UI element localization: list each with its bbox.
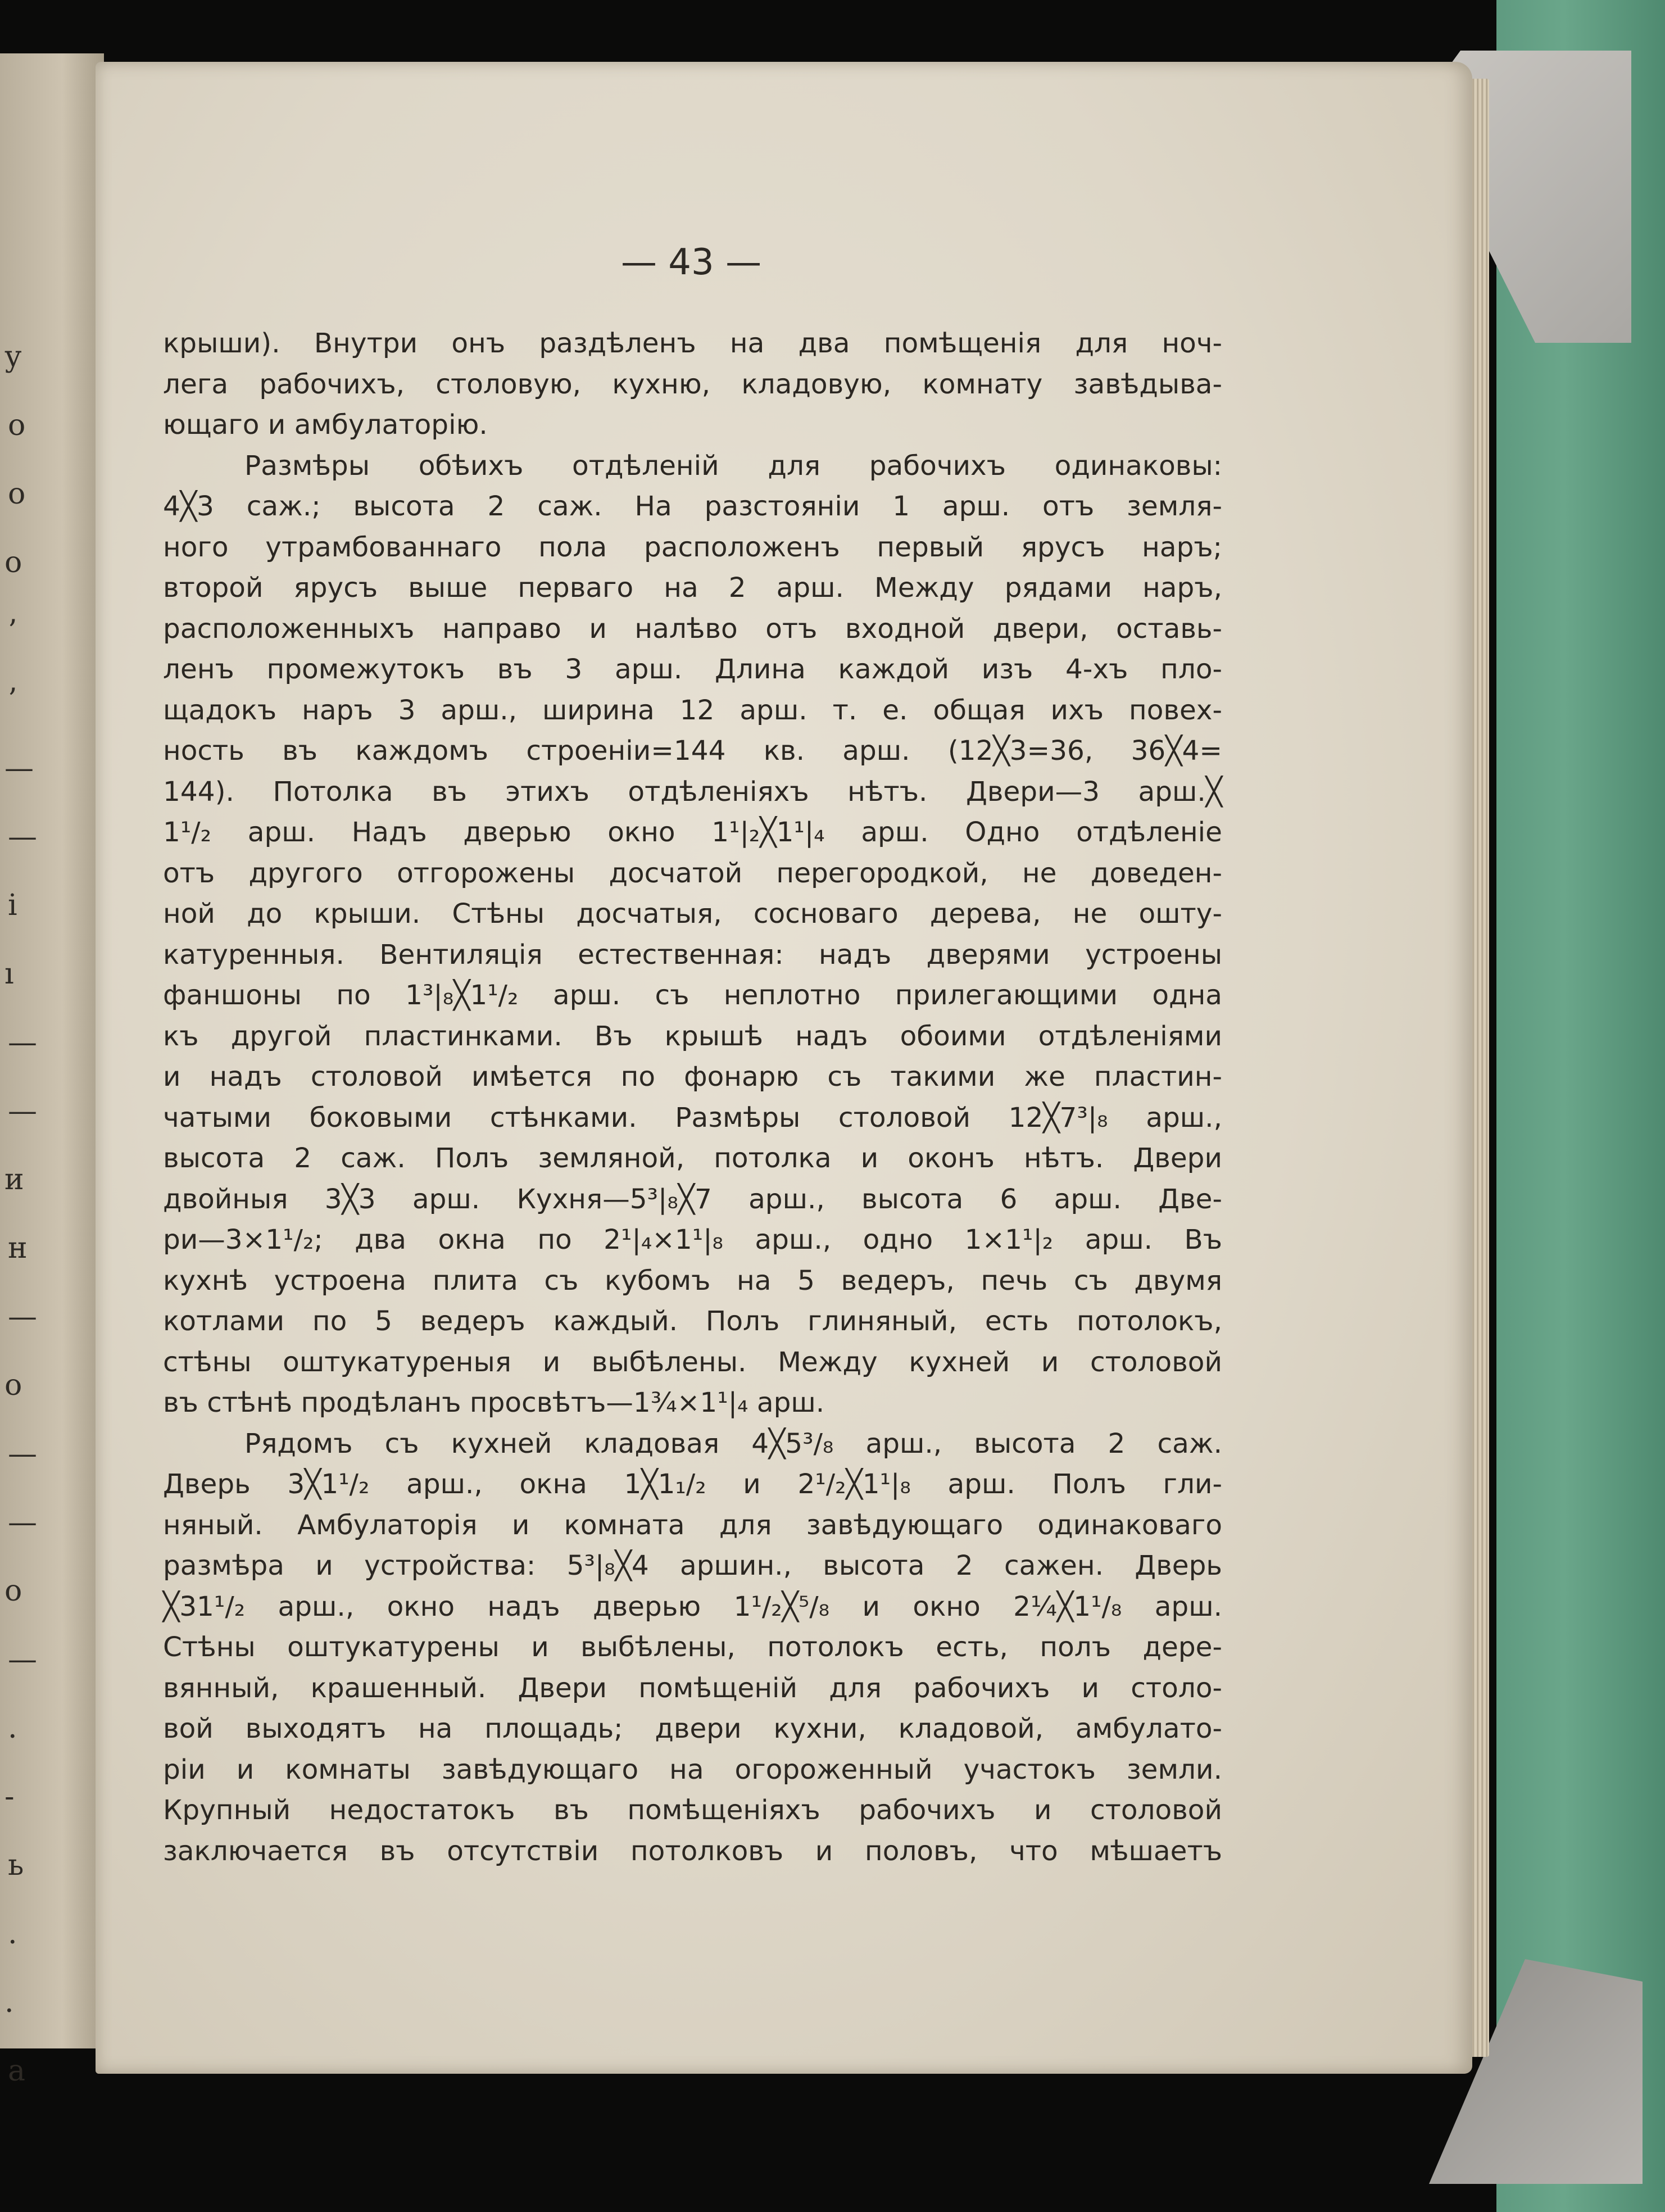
left-page-margin-char: и [4,1163,24,1196]
text-line: Дверь 3╳1¹/₂ арш., окна 1╳1₁/₂ и 2¹/₂╳1¹|₈ арш. Полъ гли- [163,1468,1222,1500]
left-page-margin-char: . [8,1711,17,1745]
left-page-margin-char: ь [8,1848,24,1882]
left-page-margin-char: ’ [8,683,17,717]
text-line: двойныя 3╳3 арш. Кухня—5³|₈╳7 арш., высота 6 арш. Две- [163,1183,1222,1215]
left-page-margin-char: . [4,1986,14,2019]
left-page-margin-char: і [8,889,17,922]
text-line: Рядомъ съ кухней кладовая 4╳5³/₈ арш., высота 2 саж. [244,1427,1222,1459]
left-page-margin-char: а [8,2054,26,2088]
text-line: 1¹/₂ арш. Надъ дверью окно 1¹|₂╳1¹|₄ арш. Одно отдѣленіе [163,817,1222,848]
text-line: ной до крыши. Стѣны досчатыя, сосноваго дерева, не ошту- [163,898,1222,930]
text-line: размѣра и устройства: 5³|₈╳4 аршин., высота 2 сажен. Дверь [163,1550,1222,1581]
text-line: 144). Потолка въ этихъ отдѣленіяхъ нѣтъ. Двери—3 арш.╳ [163,776,1222,808]
page-body-text [163,323,1222,1871]
text-line: отъ другого отгорожены досчатой перегородкой, не доведен- [163,857,1222,889]
left-page-margin-char: — [8,1506,37,1539]
text-line: Стѣны оштукатурены и выбѣлены, потолокъ есть, полъ дере- [163,1631,1222,1663]
text-line: няный. Амбулаторія и комната для завѣдующаго одинаковаго [163,1509,1222,1541]
text-line: котлами по 5 ведеръ каждый. Полъ глиняный, есть потолокъ, [163,1306,1222,1337]
text-line: Размѣры обѣихъ отдѣленій для рабочихъ одинаковы: [244,450,1222,482]
left-page-margin-char: — [8,1643,37,1676]
text-line: вой выходятъ на площадь; двери кухни, кладовой, амбулато- [163,1713,1222,1744]
text-line: заключается въ отсутствіи потолковъ и половъ, что мѣшаетъ [163,1835,1222,1867]
left-page-margin-char: о [8,409,26,442]
text-line: Крупный недостатокъ въ помѣщеніяхъ рабочихъ и столовой [163,1794,1222,1826]
left-page-margin-char: - [4,1780,15,1814]
left-page-margin-char: о [4,546,22,579]
text-line: въ стѣнѣ продѣланъ просвѣтъ—1¾×1¹|₄ арш. [163,1387,825,1418]
left-page-margin-char: . [8,1917,17,1951]
text-line: крыши). Внутри онъ раздѣленъ на два помѣщенія для ноч- [163,328,1222,359]
text-line: ного утрамбованнаго пола расположенъ первый ярусъ наръ; [163,531,1222,563]
text-line: ри—3×1¹/₂; два окна по 2¹|₄×1¹|₈ арш., одно 1×1¹|₂ арш. Въ [163,1224,1222,1255]
text-line: щадокъ наръ 3 арш., ширина 12 арш. т. е. общая ихъ повех- [163,694,1222,726]
text-line: стѣны оштукатуреныя и выбѣлены. Между кухней и столовой [163,1346,1222,1378]
text-line: 4╳3 саж.; высота 2 саж. На разстояніи 1 арш. отъ земля- [163,491,1222,522]
left-page-margin-char: н [8,1231,28,1265]
text-line: ность въ каждомъ строеніи=144 кв. арш. (12╳3=36, 36╳4= [163,735,1222,767]
text-line: фаншоны по 1³|₈╳1¹/₂ арш. съ неплотно прилегающими одна [163,980,1222,1011]
left-page-margin-char: — [8,820,37,854]
left-page-margin-char: ’ [8,614,17,648]
text-line: второй ярусъ выше перваго на 2 арш. Между рядами наръ, [163,572,1222,604]
text-line: расположенныхъ направо и налѣво отъ входной двери, оставь- [163,613,1222,645]
left-page-margin-char: — [4,751,34,785]
text-line: высота 2 саж. Полъ земляной, потолка и оконъ нѣтъ. Двери [163,1143,1222,1174]
text-line: къ другой пластинками. Въ крышѣ надъ обоими отдѣленіями [163,1020,1222,1052]
text-line: ╳31¹/₂ арш., окно надъ дверью 1¹/₂╳⁵/₈ и окно 2¼╳1¹/₈ арш. [163,1590,1222,1622]
page-number: — 43 — [620,242,762,283]
left-page-margin-char: о [8,477,26,511]
left-page-margin-char: ı [4,957,14,991]
left-page-margin-char: — [8,1437,37,1471]
text-line: кухнѣ устроена плита съ кубомъ на 5 ведеръ, печь съ двумя [163,1264,1222,1297]
left-page-margin-char: о [4,1574,22,1608]
text-line: чатыми боковыми стѣнками. Размѣры столовой 12╳7³|₈ арш., [163,1102,1222,1134]
text-line: ленъ промежутокъ въ 3 арш. Длина каждой изъ 4-хъ пло- [163,654,1222,685]
left-page-margin-char: — [8,1300,37,1334]
left-page-edge [0,53,104,2088]
text-line: катуренныя. Вентиляція естественная: надъ дверями устроены [163,939,1222,971]
text-line: ріи и комнаты завѣдующаго на огороженный участокъ земли. [163,1753,1222,1785]
text-line: и надъ столовой имѣется по фонарю съ такими же пластин- [163,1061,1222,1093]
text-line: вянный, крашенный. Двери помѣщеній для рабочихъ и столо- [163,1672,1222,1704]
left-page-margin-char: — [8,1094,37,1128]
left-page-margin-char: — [8,1026,37,1059]
text-line: ющаго и амбулаторію. [163,409,488,441]
left-page-margin-char: о [4,1368,22,1402]
text-line: лега рабочихъ, столовую, кухню, кладовую, комнату завѣдыва- [163,368,1222,400]
left-page-margin-char: у [4,340,22,374]
